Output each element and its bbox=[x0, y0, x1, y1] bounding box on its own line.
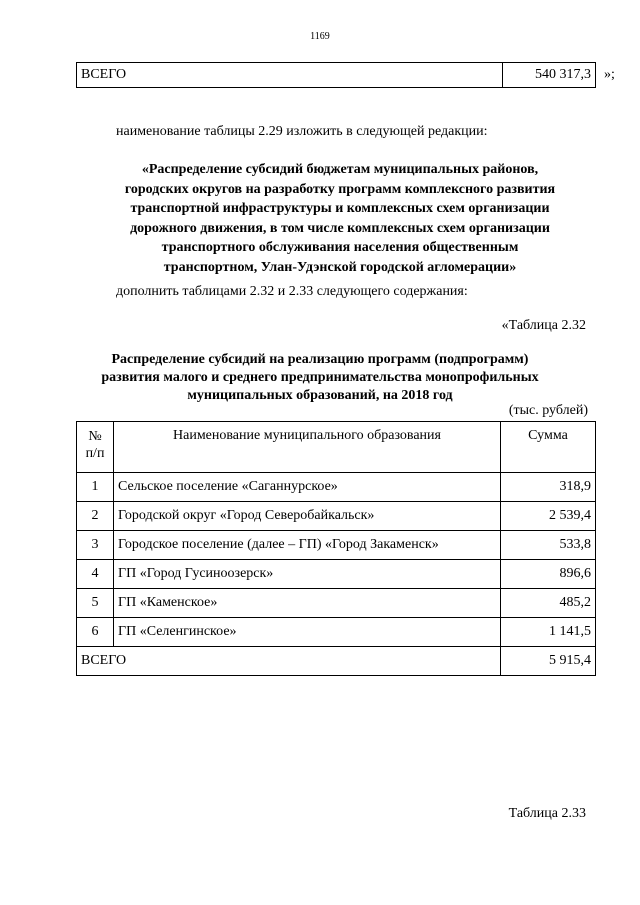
title-line: «Распределение субсидий бюджетам муниципальных районов, bbox=[141, 162, 539, 177]
table-2-32-label: «Таблица 2.32 bbox=[501, 318, 586, 333]
table-row bbox=[77, 531, 596, 560]
header-sum: Сумма bbox=[501, 422, 596, 473]
table-row bbox=[77, 502, 596, 531]
table-2-33-label: Таблица 2.33 bbox=[508, 806, 586, 821]
title-line: транспортной инфраструктуры и комплексных схем организации bbox=[130, 201, 550, 216]
table-row bbox=[77, 589, 596, 618]
row-municipality: ГП «Селенгинское» bbox=[114, 618, 501, 647]
title-line: транспортного обслуживания населения общественным bbox=[161, 240, 519, 255]
subsidy-table bbox=[76, 421, 596, 676]
total-value: 540 317,3 bbox=[535, 67, 591, 82]
row-number: 6 bbox=[77, 618, 114, 647]
title-line: муниципальных образований, на 2018 год bbox=[187, 388, 453, 403]
row-sum: 533,8 bbox=[501, 531, 596, 560]
title-line: Распределение субсидий на реализацию программ (подпрограмм) bbox=[111, 352, 529, 367]
previous-table-total-row bbox=[76, 62, 596, 88]
row-municipality: ГП «Каменское» bbox=[114, 589, 501, 618]
amendment-paragraph-2: дополнить таблицами 2.32 и 2.33 следующего содержания: bbox=[116, 284, 468, 299]
title-line: городских округов на разработку программ комплексного развития bbox=[124, 181, 556, 197]
page-number: 1169 bbox=[310, 31, 330, 42]
total-row-sum: 5 915,4 bbox=[501, 647, 596, 676]
table-row bbox=[77, 560, 596, 589]
table-total-row bbox=[77, 647, 596, 676]
title-line: развития малого и среднего предпринимательства монопрофильных bbox=[101, 370, 539, 385]
row-number: 4 bbox=[77, 560, 114, 589]
table-header-row bbox=[77, 422, 596, 473]
table-2-32-title bbox=[80, 351, 560, 405]
units-label: (тыс. рублей) bbox=[508, 403, 588, 418]
total-row-label: ВСЕГО bbox=[77, 647, 501, 676]
row-number: 3 bbox=[77, 531, 114, 560]
row-municipality: Сельское поселение «Саганнурское» bbox=[114, 473, 501, 502]
row-municipality: ГП «Город Гусиноозерск» bbox=[114, 560, 501, 589]
title-line: дорожного движения, в том числе комплексных схем организации bbox=[130, 220, 550, 236]
row-number: 1 bbox=[77, 473, 114, 502]
row-sum: 896,6 bbox=[501, 560, 596, 589]
header-number-line: № bbox=[88, 429, 102, 444]
header-number bbox=[77, 422, 114, 473]
row-sum: 2 539,4 bbox=[501, 502, 596, 531]
total-label: ВСЕГО bbox=[81, 67, 127, 82]
header-number-line: п/п bbox=[85, 446, 105, 461]
row-sum: 1 141,5 bbox=[501, 618, 596, 647]
closing-quote: »; bbox=[604, 67, 615, 82]
row-municipality: Городской округ «Город Северобайкальск» bbox=[114, 502, 501, 531]
row-number: 2 bbox=[77, 502, 114, 531]
amendment-paragraph-1: наименование таблицы 2.29 изложить в следующей редакции: bbox=[116, 124, 488, 139]
header-name: Наименование муниципального образования bbox=[114, 422, 501, 473]
title-line: транспортном, Улан-Удэнской городской агломерации» bbox=[163, 259, 517, 275]
table-row bbox=[77, 473, 596, 502]
row-sum: 485,2 bbox=[501, 589, 596, 618]
cell-divider bbox=[502, 63, 503, 87]
row-number: 5 bbox=[77, 589, 114, 618]
table-2-29-new-title bbox=[80, 160, 600, 277]
table-row bbox=[77, 618, 596, 647]
row-municipality: Городское поселение (далее – ГП) «Город Закаменск» bbox=[114, 531, 501, 560]
row-sum: 318,9 bbox=[501, 473, 596, 502]
